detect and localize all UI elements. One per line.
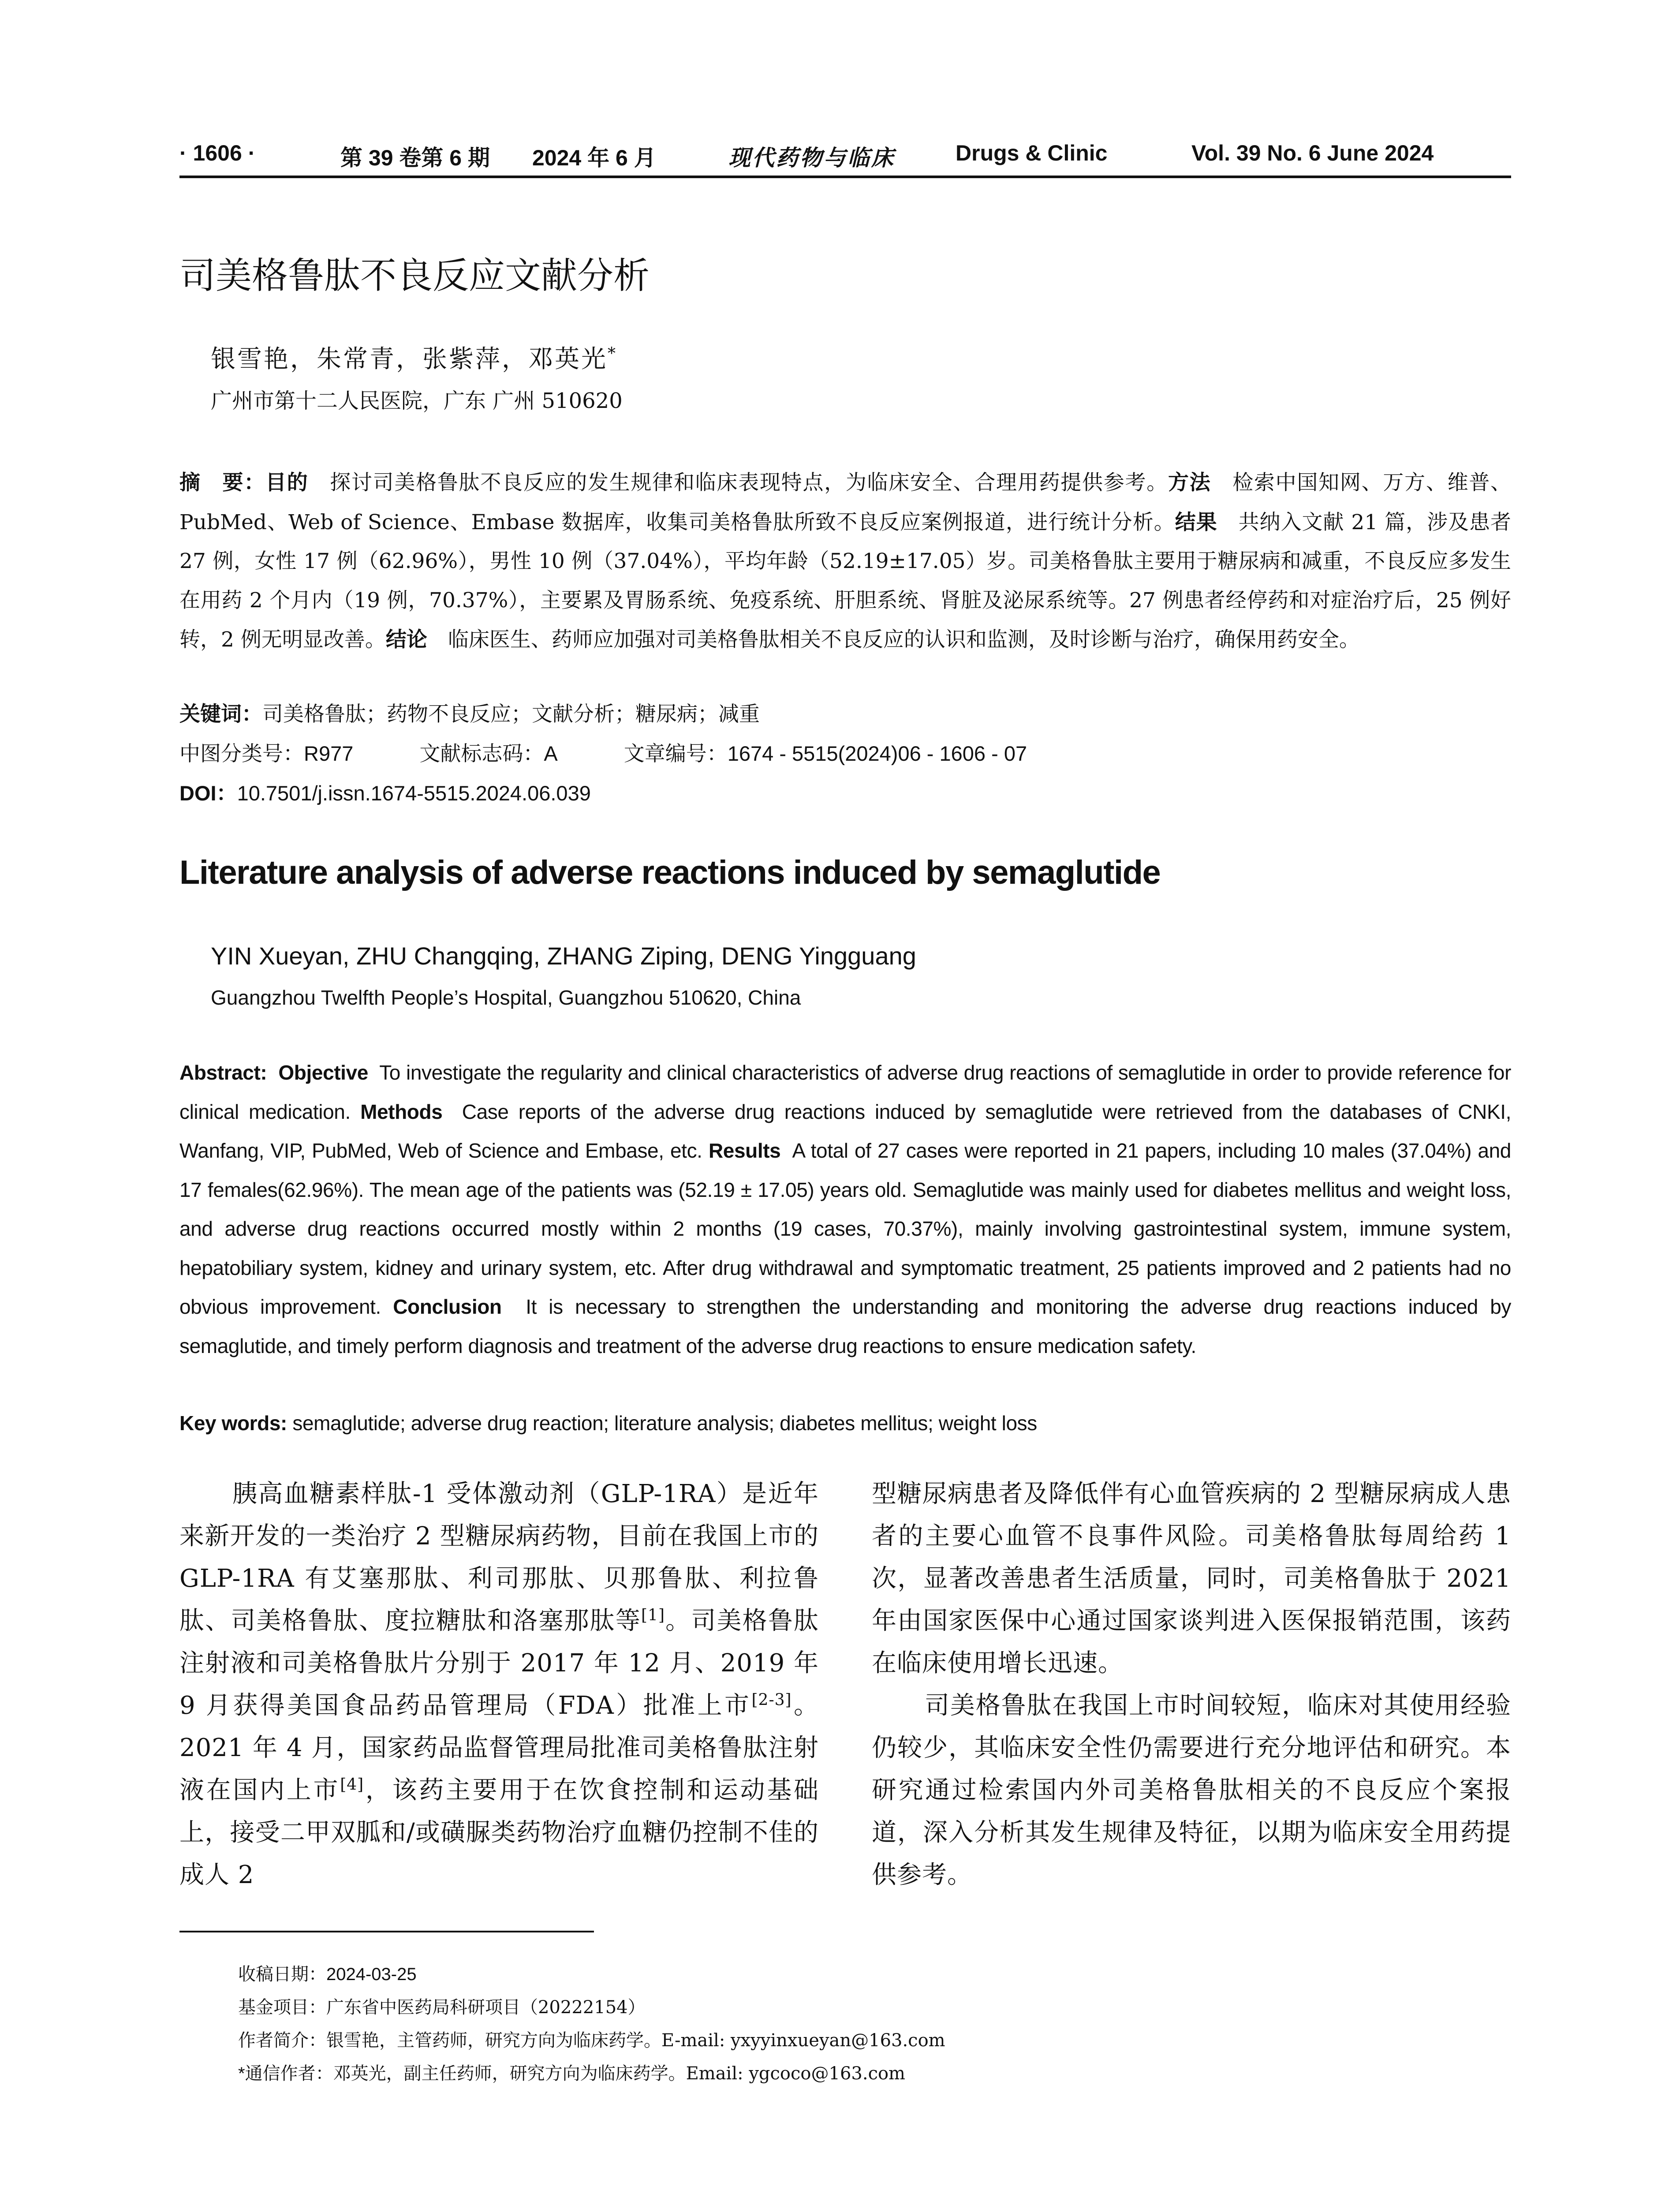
body-column-left bbox=[179, 1473, 819, 1896]
body-text: 。司美格鲁肽注射液和司美格鲁肽片分别于 2017 年 12 月、2019 年 9 月获得美国食品药品管理局（FDA）批准上市 bbox=[179, 1607, 819, 1720]
footnote-author bbox=[238, 2026, 945, 2052]
conclusion-label-en: Conclusion bbox=[393, 1295, 502, 1318]
affiliation-en: Guangzhou Twelfth People’s Hospital, Guangzhou 510620, China bbox=[211, 986, 801, 1009]
objective-en: To investigate the regularity and clinical characteristics of adverse drug reactions of semaglutide in order to provide reference for clinical medication. bbox=[179, 1061, 1511, 1123]
document-code: 文献标志码：A bbox=[419, 742, 558, 765]
keywords-label-cn: 关键词： bbox=[179, 702, 262, 725]
body-text: 。2021 年 4 月，国家药品监督管理局批准司美格鲁肽注射液在国内上市 bbox=[179, 1691, 819, 1805]
doi-line bbox=[179, 774, 1511, 813]
journal-name-en: Drugs & Clinic bbox=[956, 141, 1108, 165]
methods-label-cn: 方法 bbox=[1168, 471, 1211, 494]
volume-issue-cn: 第 39 卷第 6 期 bbox=[340, 146, 490, 170]
conclusion-label-cn: 结论 bbox=[385, 628, 427, 651]
keywords-list-en: semaglutide; adverse drug reaction; literature analysis; diabetes mellitus; weight loss bbox=[292, 1412, 1037, 1435]
authors-cn-names: 银雪艳，朱常青，张紫萍，邓英光 bbox=[211, 345, 608, 374]
body-text: 胰高血糖素样肽-1 受体激动剂（GLP-1RA）是近年来新开发的一类治疗 2 型糖尿病药物，目前在我国上市的 GLP-1RA 有艾塞那肽、利司那肽、贝那鲁肽、利拉鲁肽、司美格鲁肽、度拉糖肽和洛塞那肽等 bbox=[179, 1480, 819, 1635]
authors-en: YIN Xueyan, ZHU Changqing, ZHANG Ziping, DENG Yingguang bbox=[211, 942, 916, 970]
objective-label-cn: 目的 bbox=[265, 471, 309, 494]
abstract-en bbox=[179, 1053, 1511, 1365]
volume-issue-en: Vol. 39 No. 6 June 2024 bbox=[1191, 141, 1434, 165]
body-paragraph bbox=[179, 1473, 819, 1896]
body-paragraph: 司美格鲁肽在我国上市时间较短，临床对其使用经验仍较少，其临床安全性仍需要进行充分地评估和研究。本研究通过检索国内外司美格鲁肽相关的不良反应个案报道，深入分析其发生规律及特征，以期为临床安全用药提供参考。 bbox=[872, 1691, 1511, 1889]
authors-cn bbox=[211, 340, 617, 375]
body-column-right bbox=[872, 1473, 1511, 1896]
body-text: ，该药主要用于在饮食控制和运动基础上，接受二甲双胍和/或磺脲类药物治疗血糖仍控制不佳的成人 2 bbox=[179, 1776, 819, 1889]
footnote-value: 银雪艳，主管药师，研究方向为临床药学。E-mail: yxyyinxueyan@163.com bbox=[326, 2030, 945, 2051]
title-cn: 司美格鲁肽不良反应文献分析 bbox=[179, 256, 650, 296]
running-header bbox=[179, 140, 1511, 172]
results-cn: 共纳入文献 21 篇，涉及患者 27 例，女性 17 例（62.96%），男性 10 例（37.04%），平均年龄（52.19±17.05）岁。司美格鲁肽主要用于糖尿病和减重，不良反应多发生在用药 2 个月内（19 例，70.37%），主要累及胃肠系统、免疫系统、肝胆系统、肾脏及泌尿系统等。27 例患者经停药和对症治疗后，25 例好转，2 例无明显改善。 bbox=[179, 510, 1512, 652]
footnote-label: *通信作者： bbox=[238, 2064, 333, 2083]
methods-label-en: Methods bbox=[360, 1100, 443, 1123]
article-number: 文章编号：1674 - 5515(2024)06 - 1606 - 07 bbox=[623, 742, 1027, 765]
keywords-list-cn: 司美格鲁肽；药物不良反应；文献分析；糖尿病；减重 bbox=[262, 702, 760, 726]
conclusion-cn: 临床医生、药师应加强对司美格鲁肽相关不良反应的认识和监测，及时诊断与治疗，确保用药安全。 bbox=[448, 628, 1360, 652]
footnote-value: 广东省中医药局科研项目（20222154） bbox=[326, 1997, 646, 2018]
footnote-label: 作者简介： bbox=[238, 2031, 326, 2050]
citation-link[interactable]: [4] bbox=[340, 1775, 364, 1794]
footnote-rule bbox=[179, 1931, 594, 1932]
footnote-received bbox=[238, 1960, 417, 1985]
footnote-label: 基金项目： bbox=[238, 1998, 326, 2017]
journal-name-cn: 现代药物与临床 bbox=[728, 145, 895, 171]
classification-line bbox=[179, 734, 1093, 774]
footnote-corresponding bbox=[238, 2059, 905, 2085]
results-en: A total of 27 cases were reported in 21 papers, including 10 males (37.04%) and 17 females(62.96%). The mean age of the patients was (52.19 ± 17.05) years old. Semaglutide was mainly used for diabetes mellitus and weight loss, and adverse drug reactions occurred mostly within 2 months (19 cases, 70.37%), mainly involving gastrointestinal system, immune system, hepatobiliary system, kidney and urinary system, etc. After drug withdrawal and symptomatic treatment, 25 patients improved and 2 patients had no obvious improvement. bbox=[179, 1139, 1511, 1318]
page-number: · 1606 · bbox=[179, 141, 256, 165]
doi-link[interactable]: 10.7501/j.issn.1674-5515.2024.06.039 bbox=[237, 781, 591, 805]
citation-link[interactable]: [2-3] bbox=[751, 1691, 792, 1709]
clc-number: 中图分类号：R977 bbox=[179, 742, 354, 765]
body-paragraph: 型糖尿病患者及降低伴有心血管疾病的 2 型糖尿病成人患者的主要心血管不良事件风险。司美格鲁肽每周给药 1 次，显著改善患者生活质量，同时，司美格鲁肽于 2021 年由国家医保中心通过国家谈判进入医保报销范围，该药在临床使用增长迅速。 bbox=[872, 1480, 1511, 1678]
objective-cn: 探讨司美格鲁肽不良反应的发生规律和临床表现特点，为临床安全、合理用药提供参考。 bbox=[330, 471, 1168, 495]
footnote-value: 邓英光，副主任药师，研究方向为临床药学。Email: ygcoco@163.com bbox=[333, 2063, 905, 2084]
conclusion-en: It is necessary to strengthen the understanding and monitoring the adverse drug reactions induced by semaglutide, and timely perform diagnosis and treatment of the adverse drug reactions to ensure medication safety. bbox=[179, 1295, 1512, 1357]
keywords-en bbox=[179, 1404, 1511, 1443]
corresponding-mark: * bbox=[608, 344, 617, 363]
footnote-fund bbox=[238, 1993, 646, 2018]
header-rule bbox=[179, 176, 1511, 178]
title-en: Literature analysis of adverse reactions induced by semaglutide bbox=[179, 854, 1161, 891]
keywords-label-en: Key words: bbox=[179, 1412, 287, 1435]
methods-cn: 检索中国知网、万方、维普、PubMed、Web of Science、Embase 数据库，收集司美格鲁肽所致不良反应案例报道，进行统计分析。 bbox=[179, 471, 1512, 534]
objective-label-en: Objective bbox=[278, 1061, 368, 1084]
abstract-label-en: Abstract: bbox=[179, 1061, 267, 1084]
issue-date-cn: 2024 年 6 月 bbox=[532, 146, 656, 170]
keywords-cn bbox=[179, 695, 1511, 734]
doi-label: DOI： bbox=[179, 781, 237, 805]
results-label-cn: 结果 bbox=[1175, 510, 1217, 534]
abstract-label-cn: 摘 要： bbox=[179, 471, 265, 494]
abstract-cn bbox=[179, 463, 1511, 660]
results-label-en: Results bbox=[708, 1139, 781, 1162]
footnote-label: 收稿日期： bbox=[238, 1965, 326, 1984]
citation-link[interactable]: [1] bbox=[641, 1606, 665, 1625]
footnote-value: 2024-03-25 bbox=[326, 1965, 417, 1984]
affiliation-cn: 广州市第十二人民医院，广东 广州 510620 bbox=[211, 389, 623, 413]
methods-en: Case reports of the adverse drug reactions induced by semaglutide were retrieved from the databases of CNKI, Wanfang, VIP, PubMed, Web of Science and Embase, etc. bbox=[179, 1100, 1511, 1162]
